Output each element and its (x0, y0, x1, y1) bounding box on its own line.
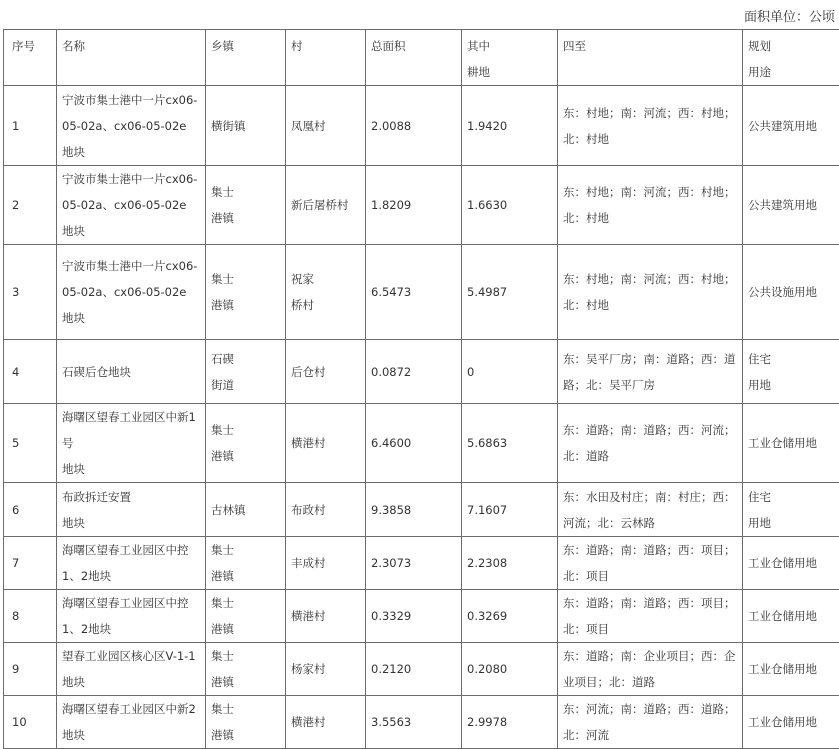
row-town: 集士 港镇 (206, 404, 286, 483)
row-number: 9 (4, 643, 57, 696)
land-table (3, 29, 839, 749)
table-row (4, 643, 839, 696)
header-bounds: 四至 (558, 30, 743, 86)
header-use: 规划 用途 (743, 30, 839, 86)
header-name: 名称 (57, 30, 206, 86)
table-row (4, 340, 839, 404)
row-use: 公共建筑用地 (743, 86, 839, 166)
row-town: 古林镇 (206, 483, 286, 537)
row-use: 公共设施用地 (743, 245, 839, 340)
row-village: 祝家 桥村 (286, 245, 366, 340)
table-row (4, 245, 839, 340)
row-name: 宁波市集士港中一片cx06- 05-02a、cx06-05-02e 地块 (57, 86, 206, 166)
table-row (4, 483, 839, 537)
row-use: 住宅 用地 (743, 340, 839, 404)
table-row (4, 86, 839, 166)
table-row (4, 166, 839, 245)
row-total-area: 0.3329 (366, 590, 462, 643)
row-number: 3 (4, 245, 57, 340)
row-number: 1 (4, 86, 57, 166)
row-name: 宁波市集士港中一片cx06- 05-02a、cx06-05-02e 地块 (57, 245, 206, 340)
row-name: 石碶后仓地块 (57, 340, 206, 404)
row-village: 布政村 (286, 483, 366, 537)
row-name: 海曙区望春工业园区中控 1、2地块 (57, 537, 206, 590)
table-row (4, 537, 839, 590)
row-farmland: 2.2308 (462, 537, 558, 590)
table-row (4, 404, 839, 483)
row-town: 集士 港镇 (206, 696, 286, 749)
row-name: 海曙区望春工业园区中控 1、2地块 (57, 590, 206, 643)
row-town: 集士 港镇 (206, 643, 286, 696)
area-unit-label: 面积单位：公顷 (744, 6, 835, 25)
row-bounds: 东：道路；南：道路；西：河流； 北：道路 (558, 404, 743, 483)
header-row (4, 30, 839, 86)
row-town: 集士 港镇 (206, 245, 286, 340)
row-town: 集士 港镇 (206, 537, 286, 590)
row-use: 公共建筑用地 (743, 166, 839, 245)
row-village: 横港村 (286, 590, 366, 643)
row-town: 石碶 街道 (206, 340, 286, 404)
row-total-area: 2.3073 (366, 537, 462, 590)
row-number: 7 (4, 537, 57, 590)
row-town: 集士 港镇 (206, 166, 286, 245)
row-use: 工业仓储用地 (743, 696, 839, 749)
row-farmland: 5.6863 (462, 404, 558, 483)
row-total-area: 0.0872 (366, 340, 462, 404)
row-farmland: 1.9420 (462, 86, 558, 166)
row-total-area: 9.3858 (366, 483, 462, 537)
row-farmland: 1.6630 (462, 166, 558, 245)
row-total-area: 6.4600 (366, 404, 462, 483)
row-bounds: 东：道路；南：企业项目；西：企 业项目；北：道路 (558, 643, 743, 696)
header-total-area: 总面积 (366, 30, 462, 86)
header-town: 乡镇 (206, 30, 286, 86)
row-number: 6 (4, 483, 57, 537)
row-farmland: 5.4987 (462, 245, 558, 340)
table-row (4, 590, 839, 643)
row-use: 住宅 用地 (743, 483, 839, 537)
row-total-area: 2.0088 (366, 86, 462, 166)
header-village: 村 (286, 30, 366, 86)
row-number: 10 (4, 696, 57, 749)
header-farmland: 其中 耕地 (462, 30, 558, 86)
row-bounds: 东：河流；南：道路；西：道路； 北：河流 (558, 696, 743, 749)
header-no: 序号 (4, 30, 57, 86)
row-bounds: 东：村地；南：河流；西：村地； 北：村地 (558, 86, 743, 166)
row-village: 杨家村 (286, 643, 366, 696)
row-village: 丰成村 (286, 537, 366, 590)
row-village: 新后屠桥村 (286, 166, 366, 245)
row-number: 8 (4, 590, 57, 643)
table-body (4, 30, 839, 749)
row-farmland: 0.2080 (462, 643, 558, 696)
row-village: 凤凰村 (286, 86, 366, 166)
row-bounds: 东：村地；南：河流；西：村地； 北：村地 (558, 166, 743, 245)
row-number: 5 (4, 404, 57, 483)
row-bounds: 东：水田及村庄；南：村庄；西： 河流；北：云林路 (558, 483, 743, 537)
row-name: 海曙区望春工业园区中新2 地块 (57, 696, 206, 749)
row-name: 宁波市集士港中一片cx06- 05-02a、cx06-05-02e 地块 (57, 166, 206, 245)
row-name: 布政拆迁安置 地块 (57, 483, 206, 537)
row-use: 工业仓储用地 (743, 643, 839, 696)
row-bounds: 东：村地；南：河流；西：村地； 北：村地 (558, 245, 743, 340)
table-row (4, 696, 839, 749)
row-town: 集士 港镇 (206, 590, 286, 643)
row-bounds: 东：吴平厂房；南：道路；西：道 路；北：吴平厂房 (558, 340, 743, 404)
row-name: 海曙区望春工业园区中新1 号 地块 (57, 404, 206, 483)
row-farmland: 0.3269 (462, 590, 558, 643)
row-bounds: 东：道路；南：道路；西：项目； 北：项目 (558, 590, 743, 643)
row-total-area: 6.5473 (366, 245, 462, 340)
row-farmland: 2.9978 (462, 696, 558, 749)
row-use: 工业仓储用地 (743, 404, 839, 483)
row-total-area: 0.2120 (366, 643, 462, 696)
row-bounds: 东：道路；南：道路；西：项目； 北：项目 (558, 537, 743, 590)
row-village: 后仓村 (286, 340, 366, 404)
row-number: 2 (4, 166, 57, 245)
row-total-area: 1.8209 (366, 166, 462, 245)
row-total-area: 3.5563 (366, 696, 462, 749)
row-name: 望春工业园区核心区V-1-1 地块 (57, 643, 206, 696)
row-town: 横街镇 (206, 86, 286, 166)
row-farmland: 7.1607 (462, 483, 558, 537)
row-use: 工业仓储用地 (743, 590, 839, 643)
row-village: 横港村 (286, 696, 366, 749)
row-number: 4 (4, 340, 57, 404)
row-village: 横港村 (286, 404, 366, 483)
row-use: 工业仓储用地 (743, 537, 839, 590)
row-farmland: 0 (462, 340, 558, 404)
